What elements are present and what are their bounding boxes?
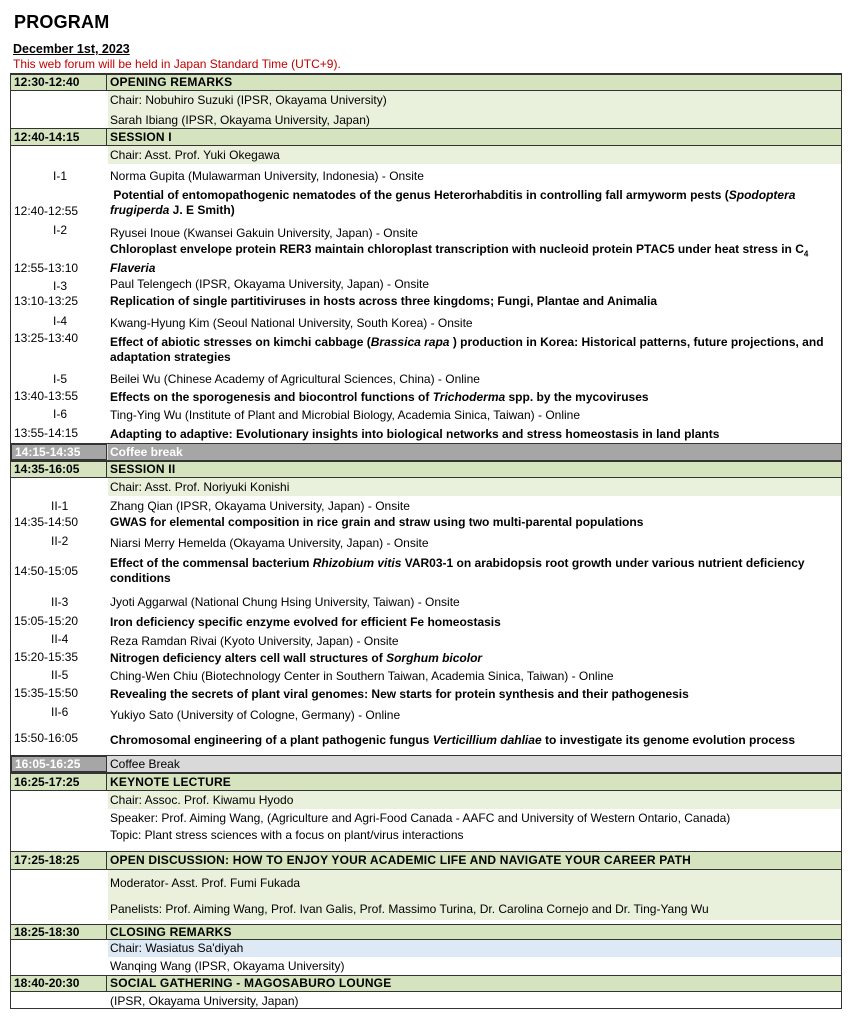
talk-speaker: Kwang-Hyung Kim (Seoul National University, South Korea) - Onsite — [110, 316, 473, 330]
social-label: SOCIAL GATHERING - MAGOSABURO LOUNGE — [110, 976, 392, 990]
coffee-break-row — [11, 755, 841, 773]
talk-speaker: Jyoti Aggarwal (National Chung Hsing University, Taiwan) - Onsite — [110, 595, 460, 609]
opening-speaker-row — [11, 109, 841, 128]
session2-chair: Chair: Asst. Prof. Noriyuki Konishi — [108, 478, 841, 496]
keynote-speaker: Speaker: Prof. Aiming Wang, (Agriculture and Agri-Food Canada - AAFC and University of Western Ontario, Canada) — [110, 811, 731, 825]
break-label: Coffee Break — [110, 756, 180, 771]
talk-id: I-6 — [53, 407, 68, 421]
closing-chair: Chair: Wasiatus Sa'diyah — [108, 940, 841, 957]
talk-title: Replication of single partitiviruses in hosts across three kingdoms; Fungi, Plantae and Animalia — [110, 294, 658, 308]
social-header — [11, 975, 841, 992]
keynote-header — [11, 773, 841, 791]
discussion-cell — [108, 870, 841, 920]
talk-id: I-1 — [53, 169, 68, 183]
discussion-moderator: Moderator- Asst. Prof. Fumi Fukada — [110, 876, 301, 890]
talk-speaker: Reza Ramdan Rivai (Kyoto University, Japan) - Onsite — [110, 634, 399, 648]
talk-title: Chloroplast envelope protein RER3 maintain chloroplast transcription with nucleoid protein PTAC5 under heat stress in $C_4$ Flaveria — [110, 242, 809, 276]
talk-time: 13:40-13:55 — [14, 389, 79, 403]
program-date: December 1st, 2023 — [13, 42, 130, 56]
talk-title: Iron deficiency specific enzyme evolved for efficient Fe homeostasis — [110, 615, 501, 629]
talk-time: 15:20-15:35 — [14, 650, 79, 664]
talk-time: 12:40-12:55 — [14, 204, 79, 218]
talk-speaker: Paul Telengech (IPSR, Okayama University, Japan) - Onsite — [110, 277, 430, 291]
talk-time: 14:35-14:50 — [14, 515, 79, 529]
session2-label: SESSION II — [110, 462, 176, 476]
talk-time: 13:25-13:40 — [14, 331, 79, 345]
social-venue: (IPSR, Okayama University, Japan) — [110, 994, 299, 1008]
talk-time: 12:55-13:10 — [14, 261, 79, 275]
talk-id: I-5 — [53, 372, 68, 386]
talk-speaker: Yukiyo Sato (University of Cologne, Germany) - Online — [110, 708, 401, 722]
break-label: Coffee break — [108, 444, 841, 460]
talk-title: Potential of entomopathogenic nematodes of the genus Heterorhabditis in controlling fall armyworm pests (Spodoptera frugiperda J. E Smith) — [110, 188, 796, 217]
talk-title: Revealing the secrets of plant viral genomes: New starts for protein synthesis and their pathogenesis — [110, 687, 689, 701]
talk-id: II-3 — [51, 595, 69, 609]
page-title: PROGRAM — [14, 12, 110, 32]
talk-speaker: Beilei Wu (Chinese Academy of Agricultural Sciences, China) - Online — [110, 372, 480, 386]
closing-label: CLOSING REMARKS — [110, 924, 232, 939]
talk-title: Effect of the commensal bacterium Rhizobium vitis VAR03-1 on arabidopsis root growth under various nutrient deficiency conditions — [110, 556, 805, 585]
talk-id: II-6 — [51, 705, 69, 719]
social-time: 18:40-20:30 — [11, 976, 107, 991]
talk-time: 14:50-15:05 — [14, 564, 79, 578]
discussion-time: 17:25-18:25 — [11, 852, 107, 869]
session1-header — [11, 128, 841, 146]
talk-time: 15:35-15:50 — [14, 686, 79, 700]
talk-time: 13:10-13:25 — [14, 294, 79, 308]
talk-speaker: Niarsi Merry Hemelda (Okayama University, Japan) - Onsite — [110, 536, 429, 550]
talk-title: GWAS for elemental composition in rice grain and straw using two multi-parental populations — [110, 515, 644, 529]
closing-speaker: Wanqing Wang (IPSR, Okayama University) — [110, 959, 345, 973]
discussion-label: OPEN DISCUSSION: HOW TO ENJOY YOUR ACADEMIC LIFE AND NAVIGATE YOUR CAREER PATH — [110, 853, 691, 867]
opening-header — [11, 74, 841, 91]
closing-time: 18:25-18:30 — [11, 925, 107, 939]
talk-time: 13:55-14:15 — [14, 426, 79, 440]
opening-label: OPENING REMARKS — [110, 75, 233, 89]
talk-id: II-1 — [51, 499, 69, 513]
discussion-header — [11, 851, 841, 870]
talk-title: Effects on the sporogenesis and biocontrol functions of Trichoderma spp. by the mycoviruses — [110, 390, 649, 404]
session1-chair: Chair: Asst. Prof. Yuki Okegawa — [108, 146, 841, 164]
talk-speaker: Norma Gupita (Mulawarman University, Indonesia) - Onsite — [110, 169, 424, 183]
talk-id: I-2 — [53, 223, 68, 237]
coffee-break-row — [11, 443, 841, 461]
session2-time: 14:35-16:05 — [11, 462, 107, 477]
timezone-note: This web forum will be held in Japan Standard Time (UTC+9). — [13, 57, 341, 71]
break-time: 14:15-14:35 — [11, 444, 107, 460]
talk-id: II-5 — [51, 668, 69, 682]
talk-speaker: Ting-Ying Wu (Institute of Plant and Microbial Biology, Academia Sinica, Taiwan) - Online — [110, 408, 581, 422]
keynote-label: KEYNOTE LECTURE — [110, 774, 232, 789]
discussion-panelists: Panelists: Prof. Aiming Wang, Prof. Ivan Galis, Prof. Massimo Turina, Dr. Carolina Cornejo and Dr. Ting-Yang Wu — [110, 902, 709, 916]
talk-id: II-2 — [51, 534, 69, 548]
keynote-topic: Topic: Plant stress sciences with a focus on plant/virus interactions — [110, 828, 464, 842]
talk-speaker: Zhang Qian (IPSR, Okayama University, Japan) - Onsite — [110, 499, 410, 513]
talk-time: 15:05-15:20 — [14, 614, 79, 628]
opening-time: 12:30-12:40 — [11, 75, 107, 90]
discussion-body — [11, 870, 841, 920]
opening-speaker: Sarah Ibiang (IPSR, Okayama University, Japan) — [108, 109, 841, 128]
talk-title: Nitrogen deficiency alters cell wall structures of Sorghum bicolor — [110, 651, 483, 665]
talk-speaker: Ryusei Inoue (Kwansei Gakuin University, Japan) - Onsite — [110, 226, 418, 240]
talk-id: I-4 — [53, 314, 68, 328]
session1-time: 12:40-14:15 — [11, 129, 107, 145]
session1-label: SESSION I — [110, 129, 172, 144]
talk-speaker: Ching-Wen Chiu (Biotechnology Center in Southern Taiwan, Academia Sinica, Taiwan) - Online — [110, 669, 614, 683]
talk-title: Effect of abiotic stresses on kimchi cabbage (Brassica rapa ) production in Korea: Historical patterns, future projections, and adaptation strategies — [110, 335, 824, 364]
keynote-chair: Chair: Assoc. Prof. Kiwamu Hyodo — [108, 791, 841, 809]
closing-header — [11, 924, 841, 940]
session2-chair-row — [11, 478, 841, 496]
session2-header — [11, 461, 841, 478]
talk-id: II-4 — [51, 632, 69, 646]
talk-title: Adapting to adaptive: Evolutionary insights into biological networks and stress homeostasis in land plants — [110, 427, 720, 441]
talk-id: I-3 — [53, 279, 68, 293]
opening-chair: Chair: Nobuhiro Suzuki (IPSR, Okayama University) — [108, 91, 841, 109]
talk-time: 15:50-16:05 — [14, 731, 79, 745]
break-time: 16:05-16:25 — [11, 756, 107, 772]
program-table — [10, 73, 842, 1009]
session1-chair-row — [11, 146, 841, 164]
talk-title: Chromosomal engineering of a plant pathogenic fungus Verticillium dahliae to investigate its genome evolution process — [110, 733, 796, 747]
opening-chair-row — [11, 91, 841, 109]
closing-chair-row — [11, 940, 841, 957]
keynote-chair-row — [11, 791, 841, 809]
keynote-time: 16:25-17:25 — [11, 774, 107, 790]
